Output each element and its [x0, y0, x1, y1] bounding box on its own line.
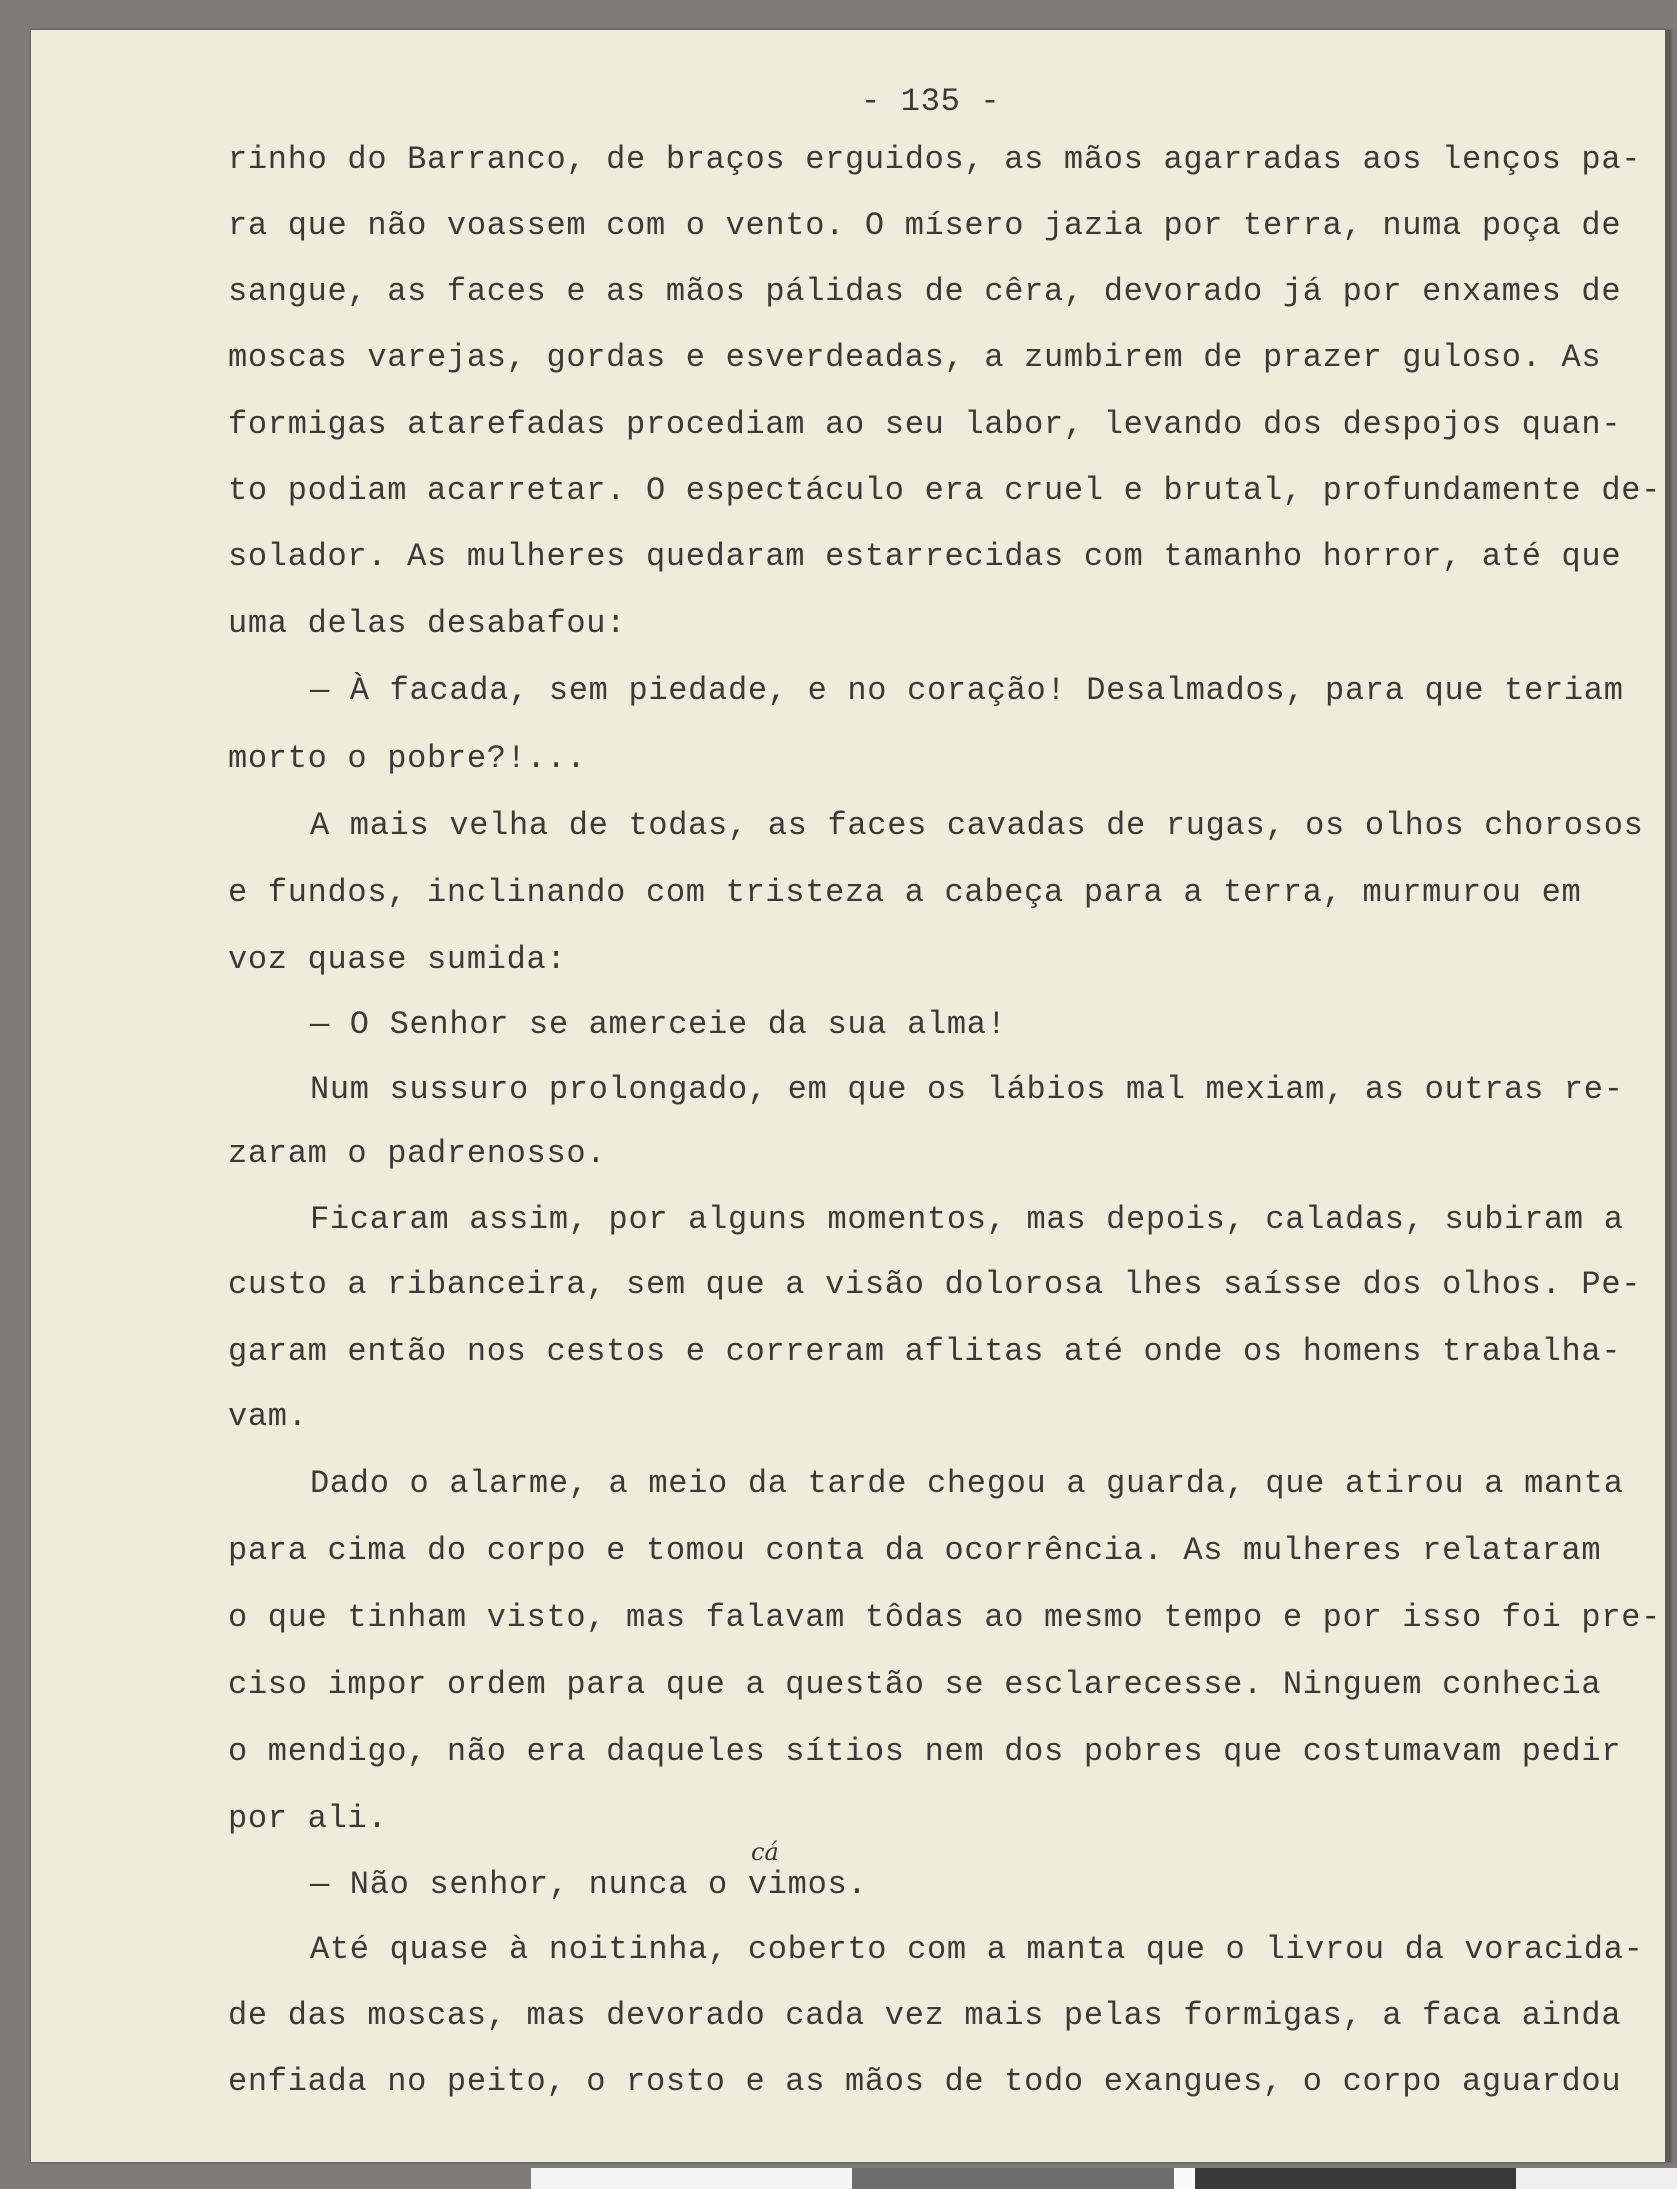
text-line: Dado o alarme, a meio da tarde chegou a guarda, que atirou a manta — [310, 1465, 1624, 1502]
scale-patch-white-end — [1516, 2168, 1677, 2189]
page-edge-shadow — [1665, 30, 1671, 2162]
text-line: formigas atarefadas procediam ao seu labor, levando dos despojos quan- — [228, 406, 1622, 443]
scale-patch-dark — [1195, 2168, 1516, 2189]
text-line: de das moscas, mas devorado cada vez mais pelas formigas, a faca ainda — [228, 1997, 1622, 2034]
text-line: zaram o padrenosso. — [228, 1135, 607, 1172]
text-line: para cima do corpo e tomou conta da ocorrência. As mulheres relataram — [228, 1532, 1602, 1569]
text-line: — Não senhor, nunca o vimos. — [310, 1866, 868, 1903]
text-line: rinho do Barranco, de braços erguidos, as mãos agarradas aos lenços pa- — [228, 141, 1642, 178]
text-line: vam. — [228, 1398, 308, 1435]
text-line: — À facada, sem piedade, e no coração! Desalmados, para que teriam — [310, 672, 1624, 709]
scale-patch-white — [531, 2168, 852, 2189]
text-line: moscas varejas, gordas e esverdeadas, a zumbirem de prazer guloso. As — [228, 339, 1602, 376]
text-line: Até quase à noitinha, coberto com a manta que o livrou da voracida- — [310, 1931, 1644, 1968]
text-line: morto o pobre?!... — [228, 740, 587, 777]
text-line: to podiam acarretar. O espectáculo era cruel e brutal, profundamente de- — [228, 472, 1662, 509]
text-line: voz quase sumida: — [228, 941, 567, 978]
text-line: ciso impor ordem para que a questão se esclarecesse. Ninguem conhecia — [228, 1666, 1602, 1703]
text-line: uma delas desabafou: — [228, 605, 627, 642]
text-line: por ali. — [228, 1800, 388, 1837]
text-line: — O Senhor se amerceie da sua alma! — [310, 1006, 1007, 1043]
typewritten-page — [31, 30, 1671, 2162]
handwritten-insertion: cá — [751, 1838, 779, 1866]
text-line: enfiada no peito, o rosto e as mãos de todo exangues, o corpo aguardou — [228, 2063, 1622, 2100]
text-line: garam então nos cestos e correram aflitas até onde os homens trabalha- — [228, 1333, 1622, 1370]
text-line: o que tinham visto, mas falavam tôdas ao mesmo tempo e por isso foi pre- — [228, 1599, 1662, 1636]
text-line: sangue, as faces e as mãos pálidas de cêra, devorado já por enxames de — [228, 273, 1622, 310]
text-line: custo a ribanceira, sem que a visão dolorosa lhes saísse dos olhos. Pe- — [228, 1266, 1642, 1303]
text-line: A mais velha de todas, as faces cavadas de rugas, os olhos chorosos — [310, 807, 1644, 844]
text-line: solador. As mulheres quedaram estarrecidas com tamanho horror, até que — [228, 538, 1622, 575]
color-calibration-strip — [531, 2168, 1677, 2189]
text-line: e fundos, inclinando com tristeza a cabeça para a terra, murmurou em — [228, 874, 1582, 911]
page-number: - 135 - — [861, 83, 1001, 120]
text-line: Ficaram assim, por alguns momentos, mas depois, caladas, subiram a — [310, 1201, 1624, 1238]
text-line: ra que não voassem com o vento. O mísero jazia por terra, numa poça de — [228, 207, 1622, 244]
text-line: Num sussuro prolongado, em que os lábios mal mexiam, as outras re- — [310, 1071, 1624, 1108]
scale-patch-gray — [852, 2168, 1173, 2189]
text-line: o mendigo, não era daqueles sítios nem dos pobres que costumavam pedir — [228, 1733, 1622, 1770]
scale-patch-light — [1174, 2168, 1195, 2189]
